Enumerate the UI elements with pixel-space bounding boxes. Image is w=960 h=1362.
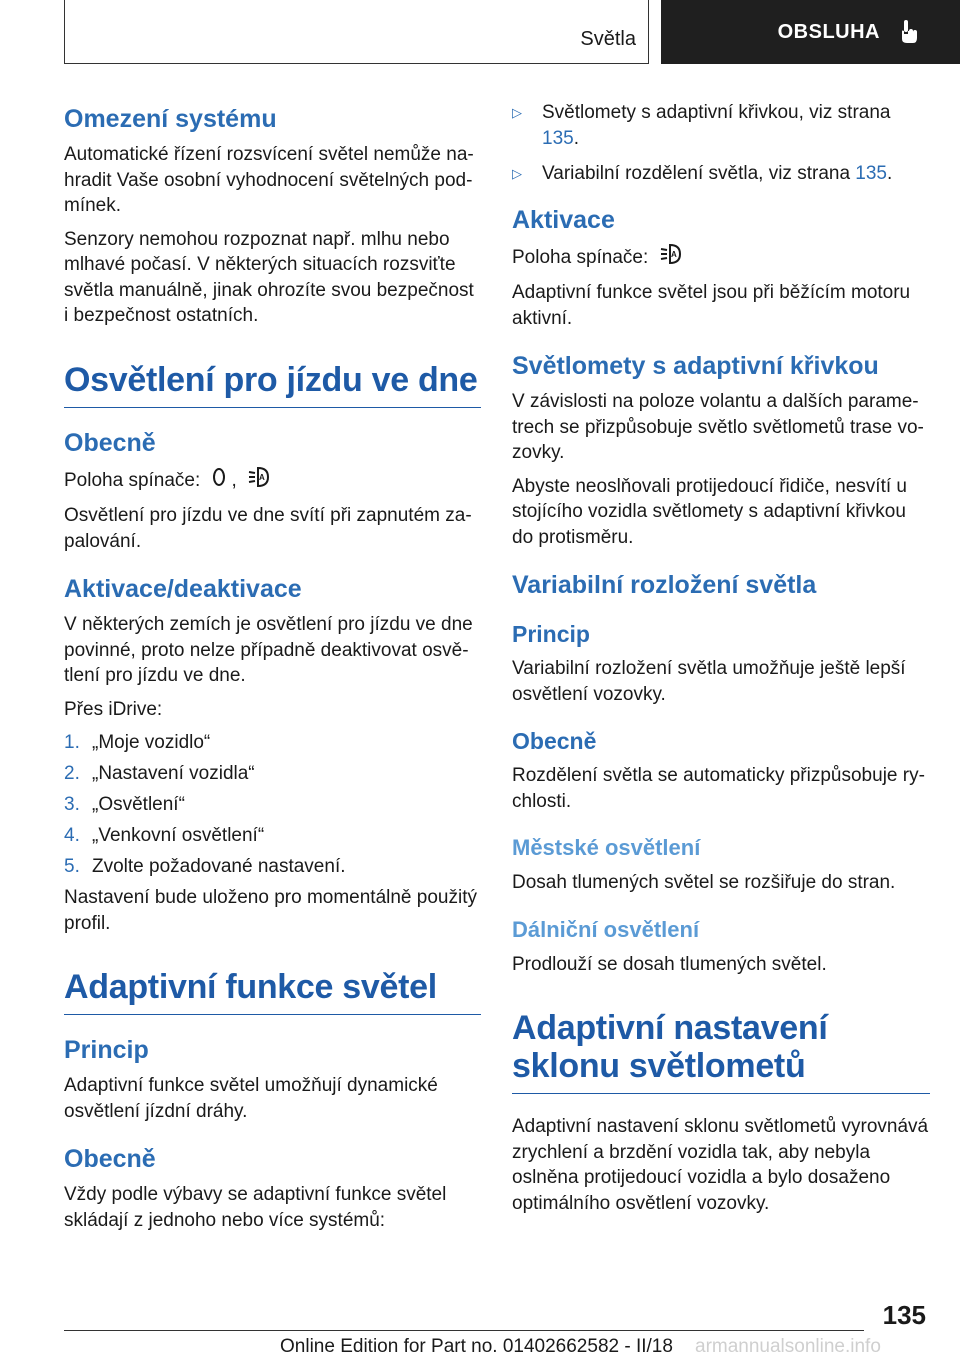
- heading-variabilni-rozlozeni: Variabilní rozložení světla: [512, 571, 817, 599]
- paragraph: Nastavení bude uloženo pro momentálně použitý profil.: [64, 887, 477, 934]
- paragraph: V některých zemích je osvětlení pro jízdu ve dne povinné, proto nelze případně deaktivovat osvětlení pro jízdu ve dne.: [64, 614, 473, 686]
- list-item: ▷ Světlomety s adaptivní křivkou, viz strana 135.: [512, 100, 930, 151]
- switch-position-0-icon: [212, 467, 226, 495]
- auto-light-icon: [248, 466, 272, 496]
- list-item: 3. „Osvětlení“: [64, 794, 185, 815]
- list-item: 5. Zvolte požadované nastavení.: [64, 856, 346, 877]
- triangle-bullet-icon: ▷: [512, 166, 522, 181]
- idrive-steps-list: [64, 730, 481, 880]
- heading-obecne: Obecně: [512, 728, 597, 754]
- paragraph: Rozdělení světla se automaticky přizpůsobuje rychlosti.: [512, 765, 925, 812]
- paragraph: Abyste neoslňovali protijedoucí řidiče, nesvítí u stojícího vozidla světlomety s adaptivní křivkou do protisměru.: [512, 475, 907, 548]
- systems-list: [512, 100, 930, 187]
- heading-omezeni-systemu: Omezení systému: [64, 105, 277, 133]
- switch-label: Poloha spínače:: [64, 469, 201, 491]
- heading-dalnicni-osvetleni: Dálniční osvětlení: [512, 916, 700, 942]
- right-column: [512, 100, 930, 1216]
- list-item: ▷ Variabilní rozdělení světla, viz strana 135.: [512, 161, 930, 187]
- triangle-bullet-icon: ▷: [512, 105, 522, 120]
- switch-position-line: [512, 243, 930, 273]
- section-title: Světla: [580, 28, 636, 50]
- paragraph: Adaptivní funkce světel umožňují dynamické osvětlení jízdní dráhy.: [64, 1075, 438, 1122]
- page-reference-link[interactable]: 135: [542, 127, 574, 149]
- svg-text:A: A: [670, 249, 677, 259]
- heading-svetlomety-adaptivni-krivka: Světlomety s adaptivní křivkou: [512, 352, 879, 380]
- paragraph: Variabilní rozložení světla umožňuje ještě lepší osvětlení vozovky.: [512, 658, 906, 705]
- chapter-heading-adaptivni-funkce: Adaptivní funkce světel: [64, 968, 481, 1015]
- chapter-heading-nastaveni-sklonu: Adaptivní nastavení sklonu světlometů: [512, 1009, 930, 1094]
- watermark: armannualsonline.info: [695, 1336, 881, 1357]
- paragraph: Adaptivní funkce světel jsou při běžícím motoru aktivní.: [512, 282, 911, 329]
- idrive-label: Přes iDrive:: [64, 698, 163, 720]
- heading-aktivace: Aktivace: [512, 205, 615, 234]
- left-column: [64, 100, 481, 1233]
- svg-text:A: A: [259, 472, 265, 482]
- heading-princip: Princip: [64, 1036, 149, 1064]
- chapter-tab-label: OBSLUHA: [777, 20, 880, 43]
- chapter-heading-osvetleni: Osvětlení pro jízdu ve dne: [64, 361, 481, 408]
- switch-separator: ,: [231, 469, 237, 491]
- paragraph: Senzory nemohou rozpoznat např. mlhu nebo mlhavé počasí. V některých situacích rozsviťte světla manuálně, jinak ohrozíte svou bezpečnost i bezpečnost ostatních.: [64, 228, 474, 326]
- paragraph: Prodlouží se dosah tlumených světel.: [512, 953, 827, 975]
- heading-mestske-osvetleni: Městské osvětlení: [512, 835, 701, 860]
- list-item: 1. „Moje vozidlo“: [64, 732, 211, 753]
- paragraph: Vždy podle výbavy se adaptivní funkce světel skládají z jednoho nebo více systémů:: [64, 1184, 447, 1231]
- chapter-tab: [661, 0, 960, 64]
- paragraph: Automatické řízení rozsvícení světel nemůže nahradit Vaše osobní vyhodnocení světelných podmínek.: [64, 144, 474, 216]
- heading-obecne: Obecně: [64, 1145, 156, 1173]
- switch-label: Poloha spínače:: [512, 246, 649, 268]
- paragraph: Dosah tlumených světel se rozšiřuje do stran.: [512, 872, 896, 893]
- page-number: 135: [882, 1300, 926, 1330]
- heading-obecne: Obecně: [64, 428, 156, 457]
- list-item: 4. „Venkovní osvětlení“: [64, 825, 265, 846]
- switch-position-line: [64, 466, 481, 496]
- list-item: 2. „Nastavení vozidla“: [64, 763, 255, 784]
- heading-aktivace-deaktivace: Aktivace/deaktivace: [64, 575, 302, 603]
- footer-divider: [64, 1330, 864, 1331]
- paragraph: Adaptivní nastavení sklonu světlometů vyrovnává zrychlení a brzdění vozidla tak, aby nebyla oslněna protijedoucí vozidla a bylo dosaženo optimálního osvětlení vozovky.: [512, 1116, 929, 1214]
- footer-edition: Online Edition for Part no. 01402662582 - II/18: [280, 1336, 673, 1357]
- page-reference-link[interactable]: 135: [855, 163, 887, 184]
- auto-light-icon: [660, 243, 684, 273]
- heading-princip: Princip: [512, 621, 590, 647]
- paragraph: V závislosti na poloze volantu a dalších parametrech se přizpůsobuje světlo světlometů trase vozovky.: [512, 391, 924, 463]
- paragraph: Osvětlení pro jízdu ve dne svítí při zapnutém zapalování.: [64, 505, 472, 552]
- hand-pointing-icon: [898, 20, 920, 44]
- header-box: [64, 0, 649, 64]
